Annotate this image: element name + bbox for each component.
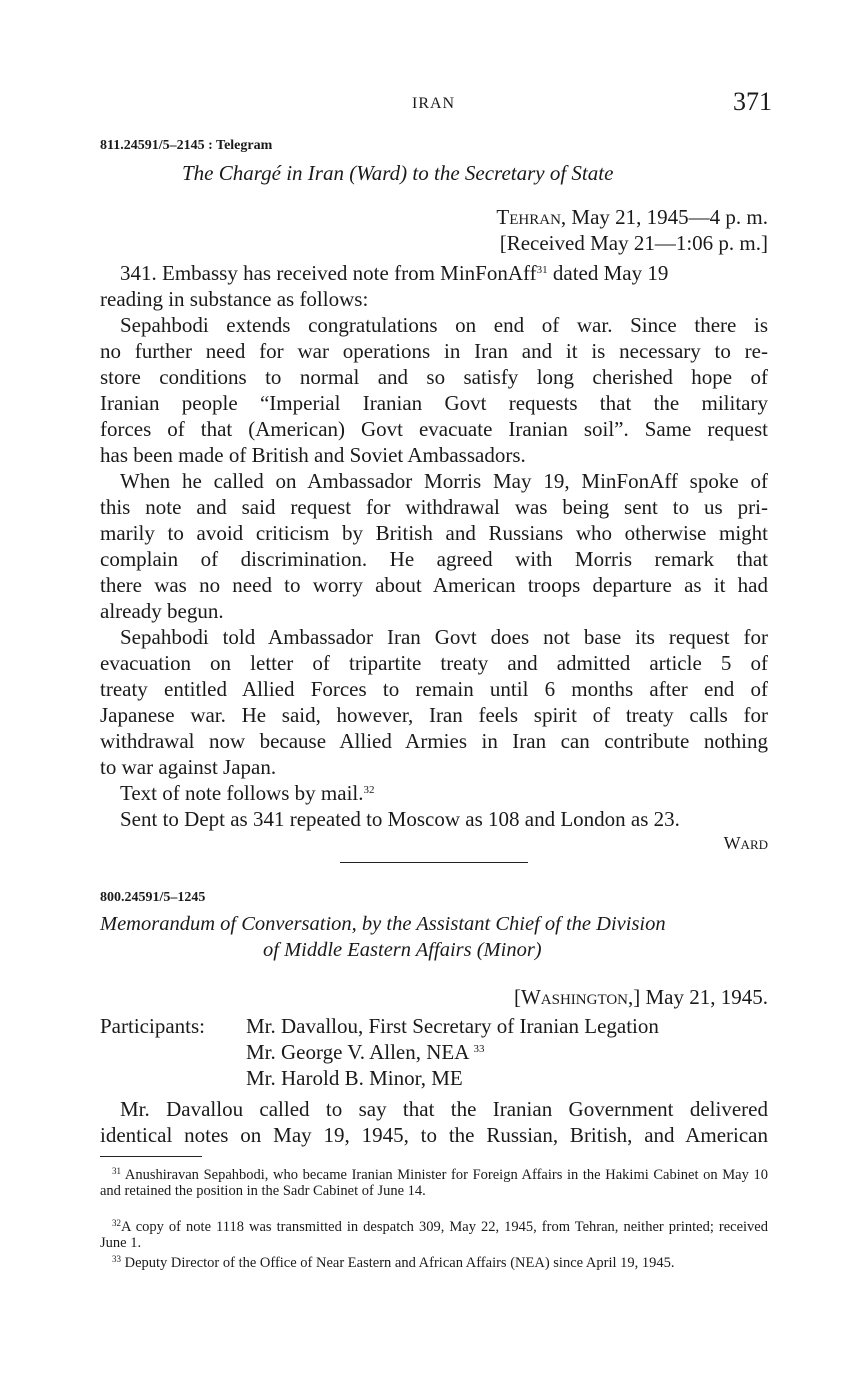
doc1-p5: [120, 781, 375, 806]
doc2-date: May 21, 1945.: [640, 985, 768, 1009]
doc1-p3-line: there was no need to worry about American troops departure as it had: [100, 573, 768, 597]
doc1-p3-line: When he called on Ambassador Morris May 19, MinFonAff spoke of: [120, 469, 768, 493]
doc1-p4-line: Japanese war. He said, however, Iran feels spirit of treaty calls for: [100, 703, 768, 727]
participant-name: Mr. George V. Allen, NEA: [246, 1040, 469, 1064]
footnote: [100, 1167, 768, 1199]
footnote-ref-32: 32: [363, 784, 375, 796]
footnote-rule: [100, 1156, 202, 1157]
doc1-p4-line: to war against Japan.: [100, 755, 277, 779]
participant: Mr. Davallou, First Secretary of Iranian Legation: [246, 1014, 659, 1038]
doc1-p2-line: Iranian people “Imperial Iranian Govt requests that the military: [100, 391, 768, 415]
doc1-place: Tehran,: [496, 205, 567, 229]
doc2-title-line2: of Middle Eastern Affairs (Minor): [263, 939, 542, 961]
footnote-text: A copy of note 1118 was transmitted in despatch 309, May 22, 1945, from Tehran, neither printed; received June 1.: [100, 1219, 768, 1251]
doc1-signature: Ward: [723, 833, 768, 853]
doc2-p1-line1: Mr. Davallou called to say that the Iranian Government delivered: [120, 1097, 768, 1121]
doc1-p2-line: no further need for war operations in Iran and it is necessary to re-: [100, 339, 768, 363]
doc1-date: May 21, 1945—4 p. m.: [566, 205, 768, 229]
doc1-p2-line: Sepahbodi extends congratulations on end of war. Since there is: [120, 313, 768, 337]
doc1-p1-line1: [120, 261, 668, 286]
doc1-p4-line: Sepahbodi told Ambassador Iran Govt does not base its request for: [120, 625, 768, 649]
doc1-p2-line: store conditions to normal and so satisfy long cherished hope of: [100, 365, 768, 389]
participant: [246, 1040, 485, 1065]
footnote: [100, 1219, 768, 1251]
footnote-ref-31: 31: [536, 264, 548, 276]
section-divider: [340, 862, 528, 863]
doc1-p2-line: forces of that (American) Govt evacuate Iranian soil”. Same request: [100, 417, 768, 441]
doc1-p3-line: this note and said request for withdrawal was being sent to us pri-: [100, 495, 768, 519]
doc1-p5-text: Text of note follows by mail.: [120, 781, 364, 805]
doc1-p1-text-a: 341. Embassy has received note from MinFonAff: [120, 261, 537, 285]
doc1-p3-line: marily to avoid criticism by British and Russians who otherwise might: [100, 521, 768, 545]
doc1-file-number: 811.24591/5–2145 : Telegram: [100, 138, 273, 153]
doc2-dateline: [514, 985, 768, 1010]
participant: Mr. Harold B. Minor, ME: [246, 1066, 463, 1090]
footnote-number: 32: [112, 1218, 121, 1228]
footnote-text: Anushiravan Sepahbodi, who became Iranian Minister for Foreign Affairs in the Hakimi Cabinet on May 10 and retained the position in the Sadr Cabinet of June 14.: [100, 1167, 768, 1199]
page-number: 371: [733, 87, 772, 116]
doc1-p4-line: treaty entitled Allied Forces to remain until 6 months after end of: [100, 677, 768, 701]
doc1-p1-text-b: dated May 19: [547, 261, 669, 285]
doc1-p4-line: withdrawal now because Allied Armies in Iran can contribute nothing: [100, 729, 768, 753]
footnote-number: 31: [112, 1166, 121, 1176]
footnote-ref-33: 33: [473, 1043, 485, 1055]
doc1-p4-line: evacuation on letter of tripartite treaty and admitted article 5 of: [100, 651, 768, 675]
footnote-number: 33: [112, 1254, 121, 1264]
doc2-title-line1: Memorandum of Conversation, by the Assistant Chief of the Division: [100, 913, 666, 935]
doc2-p1-line2: identical notes on May 19, 1945, to the Russian, British, and American: [100, 1123, 768, 1147]
doc2-file-number: 800.24591/5–1245: [100, 890, 206, 905]
doc1-p6: Sent to Dept as 341 repeated to Moscow as 108 and London as 23.: [120, 807, 680, 831]
footnote: [100, 1255, 768, 1271]
doc1-p2-line: has been made of British and Soviet Ambassadors.: [100, 443, 526, 467]
doc1-title: The Chargé in Iran (Ward) to the Secretary of State: [182, 161, 614, 185]
doc1-received: [Received May 21—1:06 p. m.]: [499, 231, 768, 255]
doc1-p3-line: complain of discrimination. He agreed with Morris remark that: [100, 547, 768, 571]
doc1-dateline: [496, 205, 768, 230]
doc2-place: [Washington,]: [513, 985, 641, 1009]
doc1-p3-line: already begun.: [100, 599, 224, 623]
running-title: IRAN: [412, 95, 456, 112]
doc1-p1-line2: reading in substance as follows:: [100, 287, 369, 311]
footnote-text: Deputy Director of the Office of Near Eastern and African Affairs (NEA) since April 19, 1945.: [124, 1255, 675, 1271]
participants-label: Participants:: [100, 1014, 205, 1038]
